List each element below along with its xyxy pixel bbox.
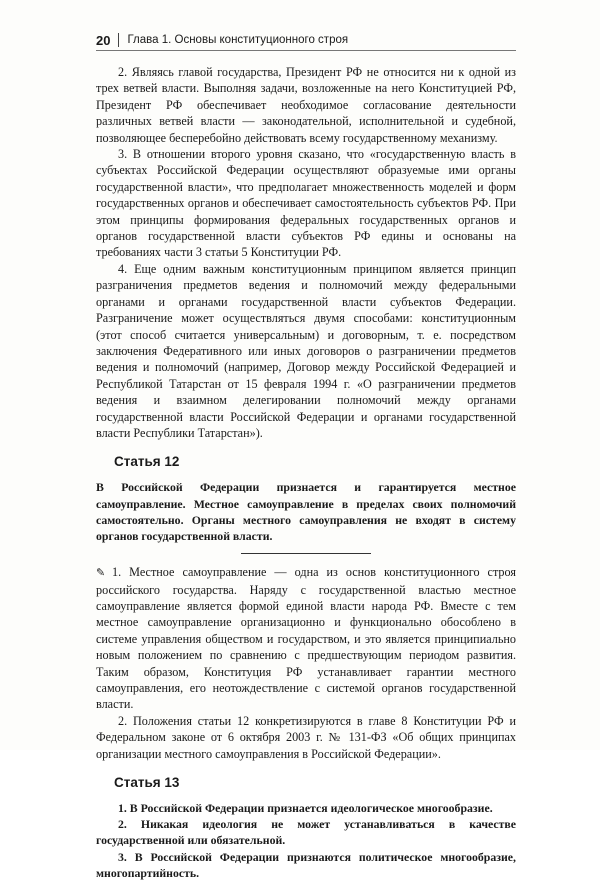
running-head [96, 30, 516, 51]
article-13-title: Статья 13 [114, 775, 180, 791]
article-12-title: Статья 12 [114, 454, 180, 470]
comment-1-text: 1. Местное самоуправление — одна из основ конституционного строя российского государства. Наряду с государственной властью местное самоуправление является формой единой власти народа РФ. Вместе с тем местное самоуправление организационно и функционально обособлено в системе управления обществом и государством, и это является принципиально новым положением по сравнению с предшествующим периодом развития. Таким образом, Конституция РФ устанавливает гарантии местного самоуправления, его неотождествление с системой органов государственной власти. [96, 565, 516, 712]
article-12-comment-1 [96, 564, 516, 713]
section-divider [241, 553, 371, 554]
article-13-item-3: 3. В Российской Федерации признаются политическое многообразие, многопартийность. [96, 849, 516, 880]
article-12-text: В Российской Федерации признается и гарантируется местное самоуправление. Местное самоуправление в пределах своих полномочий самостоятельно. Органы местного самоуправления не входят в систему органов государственной власти. [96, 480, 516, 543]
article-12-comment-2: 2. Положения статьи 12 конкретизируются в главе 8 Конституции РФ и Федеральном законе от 6 октября 2003 г. № 131-ФЗ «Об общих принципах организации местного самоуправления в Российской Федерации». [96, 713, 516, 761]
article-13-item-1: 1. В Российской Федерации признается идеологическое многообразие. [118, 801, 493, 816]
page-body [96, 64, 516, 881]
article-13-item-2: 2. Никакая идеология не может устанавливаться в качестве государственной или обязательной. [96, 817, 516, 848]
chapter-title: Глава 1. Основы конституционного строя [127, 34, 349, 46]
paragraph-3: 3. В отношении второго уровня сказано, что «государственную власть в субъектах Российской Федерации осуществляют образуемые ими органы государственной власти», что предполагает множественность моделей и форм государственных органов и обеспечивает самостоятельность субъектов РФ. При этом принципы формирования федеральных государственных органов и органов государственной власти субъектов РФ едины и основаны на требованиях части 3 статьи 5 Конституции РФ. [96, 147, 516, 260]
paragraph-4: 4. Еще одним важным конституционным принципом является принцип разграничения предметов ведения и полномочий между федеральными органами и органами государственной власти субъектов Федерации. Разграничение может осуществляться двумя способами: конституционным (этот способ считается универсальным) и договорным, т. е. посредством заключения Федеративного или иных договоров о разграничении предметов ведения и полномочий (например, Договор между Российской Федерацией и Республикой Татарстан от 15 февраля 1994 г. «О разграничении предметов ведения и взаимном делегировании полномочий между органами государственной власти Российской Федерации и органами государственной власти Республики Татарстан»). [96, 261, 516, 440]
comment-mark-icon: ✎ [96, 566, 106, 580]
paragraph-2: 2. Являясь главой государства, Президент РФ не относится ни к одной из трех ветвей власти. Выполняя задачи, возложенные на него Конституцией РФ, Президент РФ обеспечивает необходимое согласование деятельности различных ветвей власти — законодательной, исполнительной и судебной, позволяющее бесперебойно действовать всему государственному механизму. [96, 65, 516, 145]
page-number: 20 [96, 32, 111, 48]
header-divider [118, 33, 119, 47]
